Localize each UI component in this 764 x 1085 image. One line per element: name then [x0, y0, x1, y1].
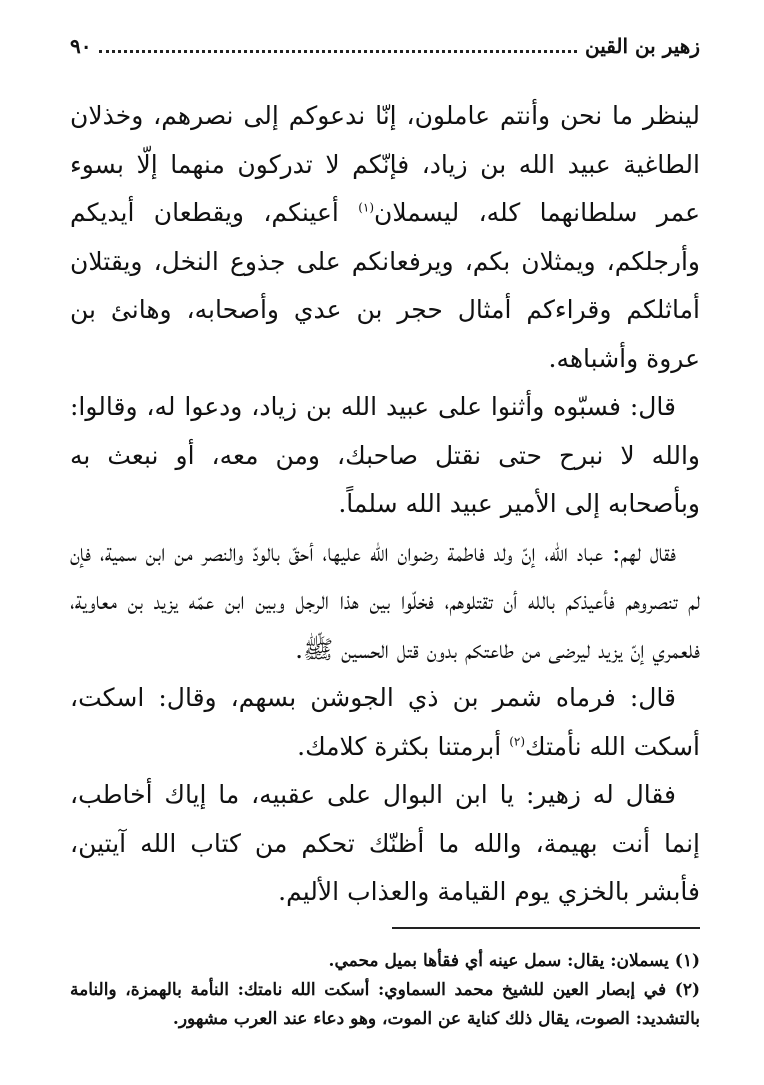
paragraph-3: فقال لهم: عباد الله، إنّ ولد فاطمة رضوان الله عليها، أحقّ بالودّ والنصر من ابن سمية، فإن لم تنصروهم فأعيذكم بالله أن تقتلوهم، فخلّوا بين هذا الرجل وبين ابن عمّه يزيد بن معاوية، فلعمري إنّ يزيد ليرضى من طاعتكم بدون قتل الحسين ﷺ. [70, 537, 700, 664]
paragraph-5: فقال له زهير: يا ابن البوال على عقبيه، ما إياك أخاطب، إنما أنت بهيمة، والله ما أظنّك تحكم من كتاب الله آيتين، فأبشر بالخزي يوم القيامة والعذاب الأليم. [70, 780, 700, 906]
paragraph-2: قال: فسبّوه وأثنوا على عبيد الله بن زياد، ودعوا له، وقالوا: والله لا نبرح حتى نقتل صاحبك، ومن معه، أو نبعث به وبأصحابه إلى الأمير عبيد الله سلماً. [70, 392, 700, 518]
paragraph-1-part-2: أعينكم، ويقطعان أيديكم وأرجلكم، ويمثلان بكم، ويرفعانكم على جذوع النخل، ويقتلان أماثلكم وقراءكم أمثال حجر بن عدي وأصحابه، وهانئ بن عروة وأشباهه. [70, 198, 700, 373]
footnote-2: (٢) في إبصار العين للشيخ محمد السماوي: أسكت الله نامتك: النأمة بالهمزة، والنامة بالتشديد: الصوت، يقال ذلك كناية عن الموت، وهو دعاء عند العرب مشهور. [70, 980, 700, 1029]
paragraph-1-part-1: لينظر ما نحن وأنتم عاملون، إنّا ندعوكم إلى نصرهم، وخذلان الطاغية عبيد الله بن زياد، فإنّكم لا تدركون منهما إلّا بسوء عمر سلطانهما كله، ليسملان [70, 101, 700, 227]
running-title: زهير بن القين [584, 34, 700, 58]
dotted-leader [99, 36, 576, 53]
book-page [70, 20, 700, 1060]
footnote-divider [392, 927, 700, 929]
footnote-ref-2: (٢) [509, 734, 526, 749]
paragraph-1 [70, 92, 700, 383]
page-number: ٩٠ [70, 34, 92, 58]
body-text [70, 92, 700, 917]
running-header [70, 34, 700, 64]
footnote-1: (١) يسملان: يقال: سمل عينه أي فقأها بميل محمي. [328, 951, 700, 971]
paragraph-4 [70, 674, 700, 771]
footnote-ref-1: (١) [358, 200, 375, 215]
footnotes [70, 947, 700, 1034]
paragraph-4-part-2: أبرمتنا بكثرة كلامك. [297, 731, 502, 761]
paragraph-4-part-1: قال: فرماه شمر بن ذي الجوشن بسهم، وقال: اسكت، أسكت الله نأمتك [70, 683, 700, 761]
